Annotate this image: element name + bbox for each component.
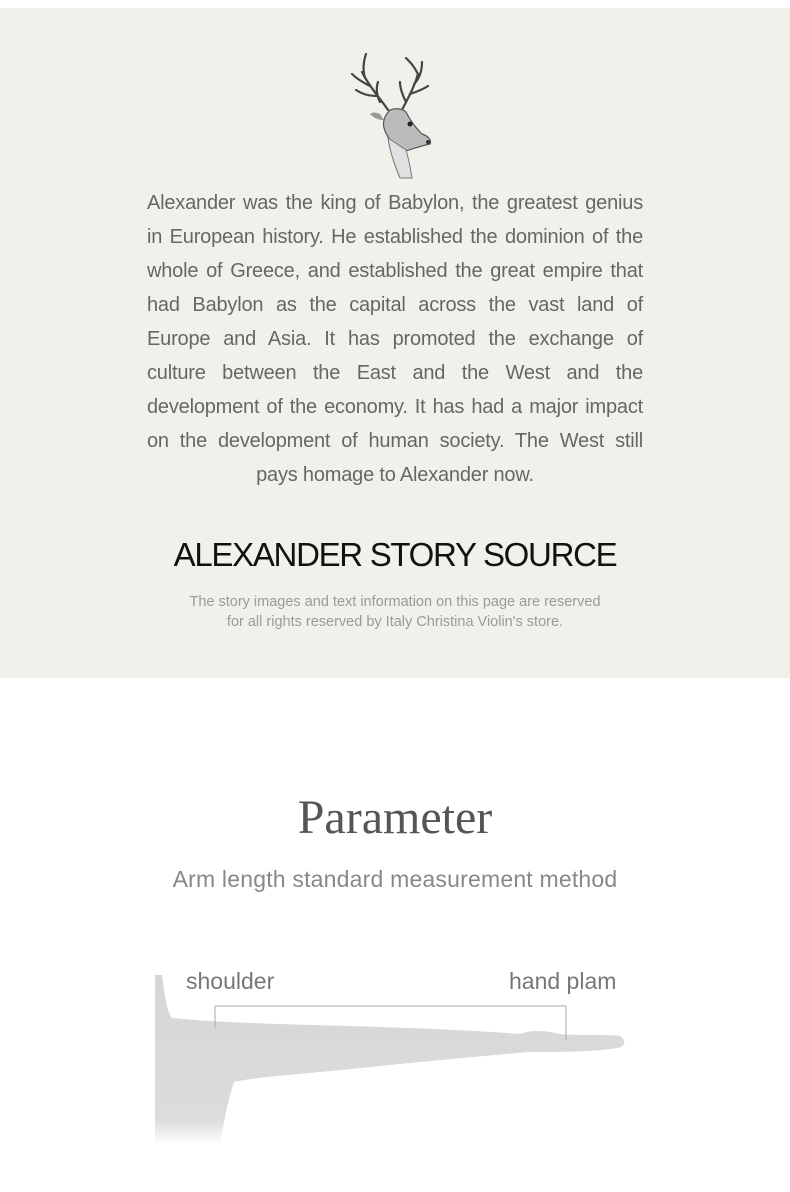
story-section	[0, 8, 790, 678]
parameter-subtitle: Arm length standard measurement method	[172, 866, 618, 892]
story-source-title: ALEXANDER STORY SOURCE	[173, 536, 617, 573]
source-note-line-1: The story images and text information on this page are reserved	[189, 594, 601, 610]
source-note-line-2: for all rights reserved by Italy Christina Violin's store.	[226, 614, 564, 630]
story-paragraph: Alexander was the king of Babylon, the greatest genius in European history. He established the dominion of the whole of Greece, and established the great empire that had Babylon as the capital across the vast land of Europe and Asia. It has promoted the exchange of culture between the East and the West and the development of the economy. It has had a major impact on the development of human society. The West still pays homage to Alexander now.	[147, 192, 643, 486]
hand-plam-label: hand plam	[509, 968, 617, 994]
parameter-title: Parameter	[297, 791, 493, 844]
arm-shape	[155, 975, 624, 1145]
deer-head-icon	[310, 48, 480, 184]
story-source-note	[0, 592, 790, 632]
shoulder-label: shoulder	[186, 968, 275, 994]
